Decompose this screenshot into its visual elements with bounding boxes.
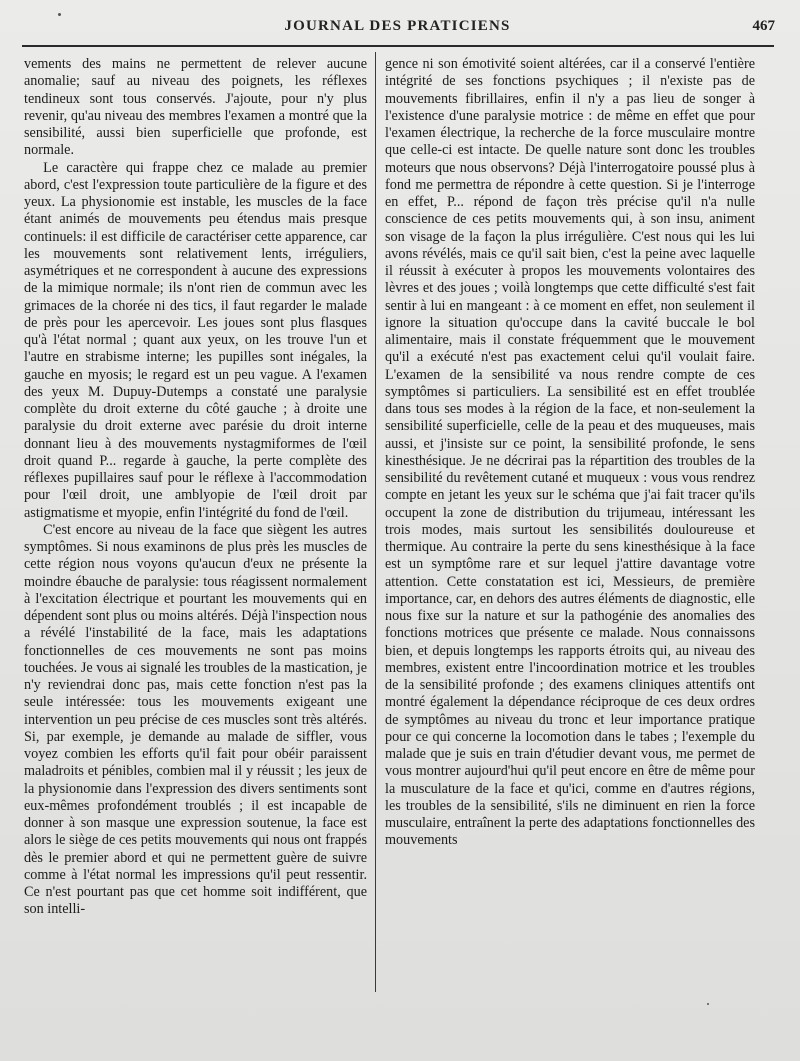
paragraph: C'est encore au niveau de la face que siègent les autres symptômes. Si nous examinons de plus près les muscles de cette région nous voyons qu'aucun d'eux ne présente la moindre ébauche de paralysie: tous réagissent normalement à l'excitation électrique et pourtant les mouvements qui en dépendent sont plus ou moins altérés. Déjà l'inspection nous a révélé l'instabilité de la face, mais les adaptations fonctionnelles de ces mouvements ne sont pas moins touchées. Je vous ai signalé les troubles de la mastication, je n'y reviendrai donc pas, mais cette fonction n'est pas la seule intéressée: tous les mouvements exigeant une intervention un peu précise de ces muscles sont très altérés. Si, par exemple, je demande au malade de siffler, vous voyez combien les efforts qu'il fait pour obéir paraissent maladroits et pénibles, combien mal il y réussit ; les jeux de la physionomie dans l'expression des divers sentiments sont eux-mêmes profondément troublés ; il est incapable de donner à son masque une expression soutenue, la face est alors le siège de ces petits mouvements qui nous ont frappés dès le premier abord et qui ne permettent guère de suivre comme à l'état normal les impressions qu'il peut ressentir. Ce n'est pourtant pas que cet homme soit indifférent, que son intelli- xyxy=(24,521,367,918)
paper-speck xyxy=(58,13,61,16)
paper-speck xyxy=(707,1003,709,1005)
paragraph: Le caractère qui frappe chez ce malade au premier abord, c'est l'expression toute particulière de la figure et des yeux. La physionomie est instable, les muscles de la face étant animés de mouvements peu étendus mais presque continuels: il est difficile de caractériser cette apparence, car les mouvements sont relativement lents, irréguliers, asymétriques et ne correspondent à aucune des expressions de la mimique normale; ils n'ont rien de commun avec les grimaces de la chorée ni des tics, il faut regarder le malade de près pour les apercevoir. Les joues sont plus flasques qu'à l'état normal ; quant aux yeux, on les trouve l'un et l'autre en strabisme interne; les pupilles sont inégales, la gauche en myosis; le regard est un peu vague. A l'examen des yeux M. Dupuy-Dutemps a constaté une paralysie complète du droit externe du côté gauche ; à droite une paralysie du droit externe avec parésie du droit interne donnant lieu à des mouvements nystagmiformes de l'œil droit quand P... regarde à gauche, la perte complète des réflexes pupillaires sauf pour le réflexe à l'accommodation pour l'œil droit, une amblyopie de l'œil droit par astigmatisme et myopie, enfin l'intégrité du fond de l'œil. xyxy=(24,159,367,521)
paragraph: vements des mains ne permettent de relever aucune anomalie; sauf au niveau des poignets, les réflexes tendineux sont tous conservés. J'ajoute, pour n'y plus revenir, qu'au niveau des membres l'examen a montré que la sensibilité, aussi bien superficielle que profonde, est normale. xyxy=(24,56,367,159)
page-number: 467 xyxy=(752,18,775,34)
journal-title: JOURNAL DES PRATICIENS xyxy=(284,18,511,34)
right-text-column xyxy=(385,56,755,991)
left-text-column xyxy=(24,56,367,991)
column-divider xyxy=(375,52,376,992)
running-header xyxy=(20,18,775,42)
header-rule xyxy=(22,45,774,47)
paragraph: gence ni son émotivité soient altérées, car il a conservé l'entière intégrité de ses fonctions psychiques ; il n'existe pas de mouvements fibrillaires, enfin il n'y a pas lieu de songer à l'existence d'une paralysie motrice : de même en effet que pour l'examen électrique, la recherche de la force musculaire montre que celle-ci est intacte. De quelle nature sont donc les troubles moteurs que nous observons? Déjà l'interrogatoire poussé plus à fond me permettra de répondre à cette question. Si je l'interroge en effet, P... répond de façon très précise qu'il n'a nulle conscience de ces petits mouvements qui, à son insu, animent son visage de la façon la plus irrégulière. C'est nous qui les lui avons révélés, mais ce qu'il sait bien, c'est la peine avec laquelle il réussit à exécuter à propos les mouvements volontaires des lèvres et des joues ; voilà longtemps que cette difficulté s'est fait sentir à lui en mangeant : à ce moment en effet, non seulement il ignore la situation qu'occupe dans la cavité buccale le bol alimentaire, mais il constate fréquemment que le mouvement qu'il a exécuté n'est pas exactement celui qu'il voulait faire. L'examen de la sensibilité va nous rendre compte de ces symptômes si particuliers. La sensibilité est en effet troublée dans tous ses modes à la région de la face, et non-seulement la sensibilité superficielle, celle de la peau et des muqueuses, mais aussi, et j'insiste sur ce point, la sensibilité profonde, le sens kinesthésique. Je ne décrirai pas la répartition des troubles de la sensibilité du revêtement cutané et muqueux : vous vous rendrez compte en jetant les yeux sur le schéma que j'ai fait tracer qu'ils occupent la zone de distribution du trijumeau, intéressant les trois modes, mais surtout les sensibilités douloureuse et thermique. Au contraire la perte du sens kinesthésique à la face est un symptôme rare et sur lequel j'attire davantage votre attention. Cette constatation est ici, Messieurs, de première importance, car, en dehors des autres éléments de diagnostic, elle nous fixe sur la nature et sur la pathogénie des anomalies des fonctions motrices que présente ce malade. Nous connaissons bien, et depuis longtemps les rapports étroits qui, au niveau des membres, existent entre l'incoordination motrice et les troubles de la sensibilité profonde ; des examens cliniques attentifs ont montré également la dépendance réciproque de ces deux ordres de symptômes au niveau du tronc et leur importance pratique pour ce qui concerne la locomotion dans le tabes ; l'exemple du malade que je suis en train d'étudier devant vous, me permet de vous montrer aujourd'hui qu'il peut encore en être de même pour la musculature de la face et qu'ici, comme en d'autres régions, les troubles de la sensibilité, s'ils ne diminuent en rien la force musculaire, entraînent la perte des adaptations fonctionnelles des mouvements xyxy=(385,56,755,849)
